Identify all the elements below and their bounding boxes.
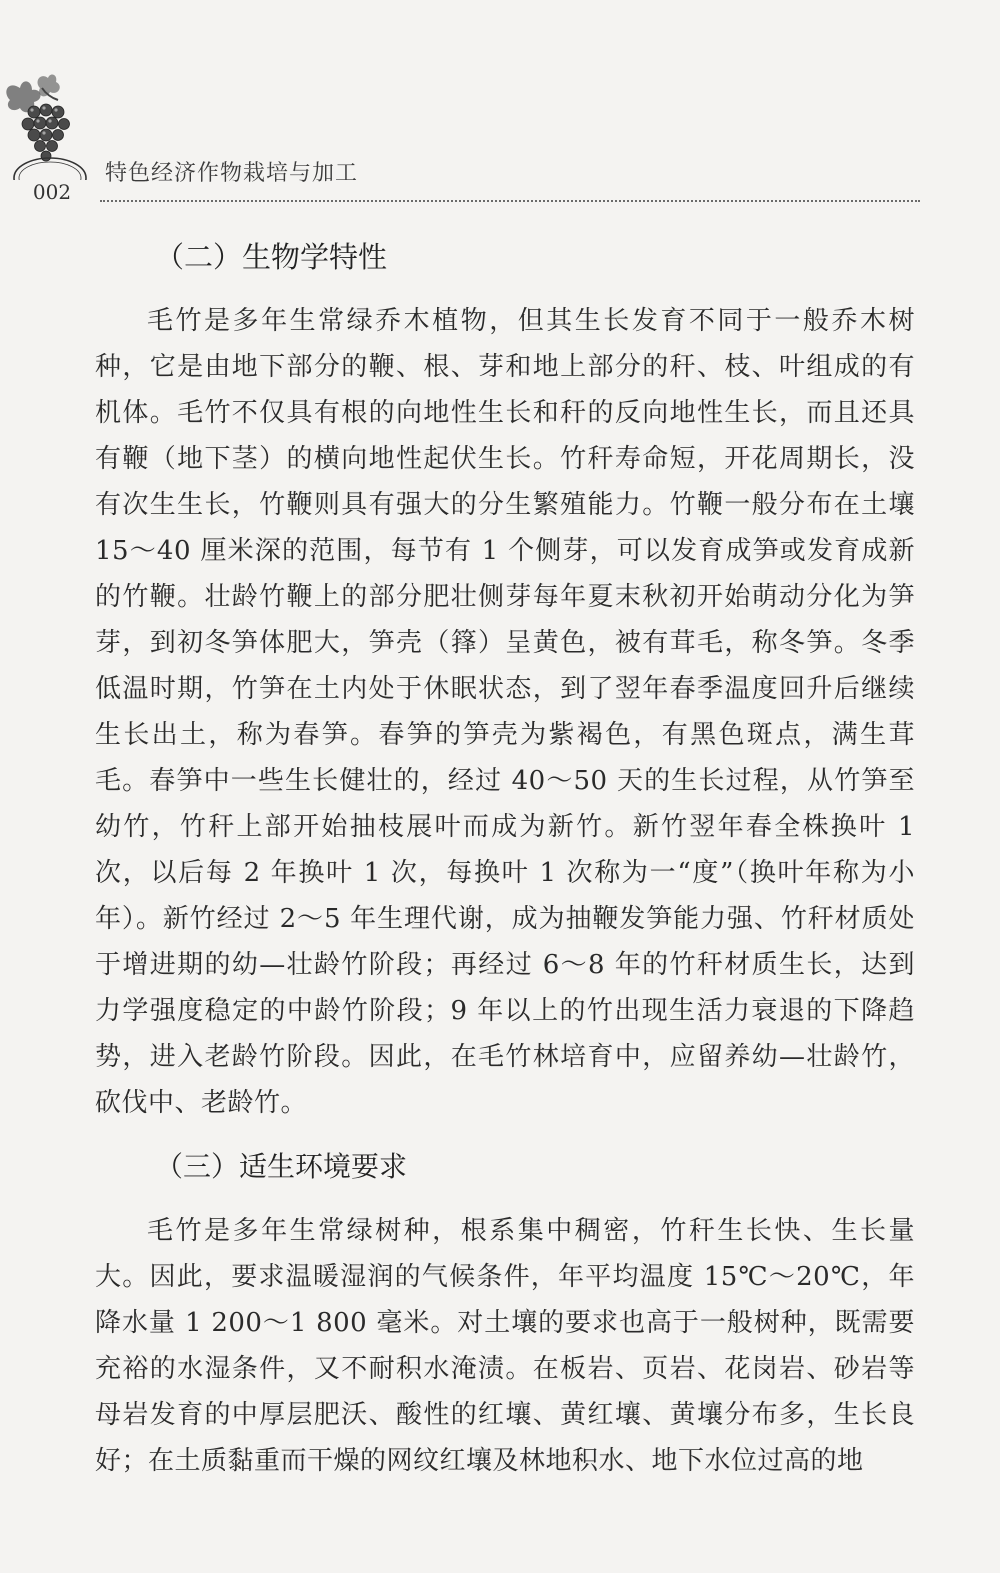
section-heading-biology: （二）生物学特性 (155, 240, 388, 274)
page-content (95, 228, 915, 1484)
page-number: 002 (32, 180, 72, 204)
grape-cluster-icon (0, 70, 90, 180)
header-divider (100, 200, 920, 202)
section-heading-environment: （三）适生环境要求 (155, 1150, 408, 1183)
section-paragraph-environment: 毛竹是多年生常绿树种，根系集中稠密，竹秆生长快、生长量大。因此，要求温暖湿润的气候条件，年平均温度 15℃～20℃，年降水量 1 200～1 800 毫米。对土壤的要求也高于一般树种，既需要充裕的水湿条件，又不耐积水淹渍。在板岩、页岩、花岗岩、砂岩等母岩发育的中厚层肥沃、酸性的红壤、黄红壤、黄壤分布多，生长良好；在土质黏重而干燥的网纹红壤及林地积水、地下水位过高的地 (95, 1216, 915, 1476)
book-title: 特色经济作物栽培与加工 (105, 161, 359, 186)
page-header (0, 40, 1000, 204)
section-paragraph-biology: 毛竹是多年生常绿乔木植物，但其生长发育不同于一般乔木树种，它是由地下部分的鞭、根、芽和地上部分的秆、枝、叶组成的有机体。毛竹不仅具有根的向地性生长和秆的反向地性生长，而且还具有鞭（地下茎）的横向地性起伏生长。竹秆寿命短，开花周期长，没有次生生长，竹鞭则具有强大的分生繁殖能力。竹鞭一般分布在土壤 15～40 厘米深的范围，每节有 1 个侧芽，可以发育成笋或发育成新的竹鞭。壮龄竹鞭上的部分肥壮侧芽每年夏末秋初开始萌动分化为笋芽，到初冬笋体肥大，笋壳（箨）呈黄色，被有茸毛，称冬笋。冬季低温时期，竹笋在土内处于休眠状态，到了翌年春季温度回升后继续生长出土，称为春笋。春笋的笋壳为紫褐色，有黑色斑点，满生茸毛。春笋中一些生长健壮的，经过 40～50 天的生长过程，从竹笋至幼竹，竹秆上部开始抽枝展叶而成为新竹。新竹翌年春全株换叶 1 次，以后每 2 年换叶 1 次，每换叶 1 次称为一“度”（换叶年称为小年）。新竹经过 2～5 年生理代谢，成为抽鞭发笋能力强、竹秆材质处于增进期的幼—壮龄竹阶段；再经过 6～8 年的竹秆材质生长，达到力学强度稳定的中龄竹阶段；9 年以上的竹出现生活力衰退的下降趋势，进入老龄竹阶段。因此，在毛竹林培育中，应留养幼—壮龄竹，砍伐中、老龄竹。 (95, 306, 915, 1118)
